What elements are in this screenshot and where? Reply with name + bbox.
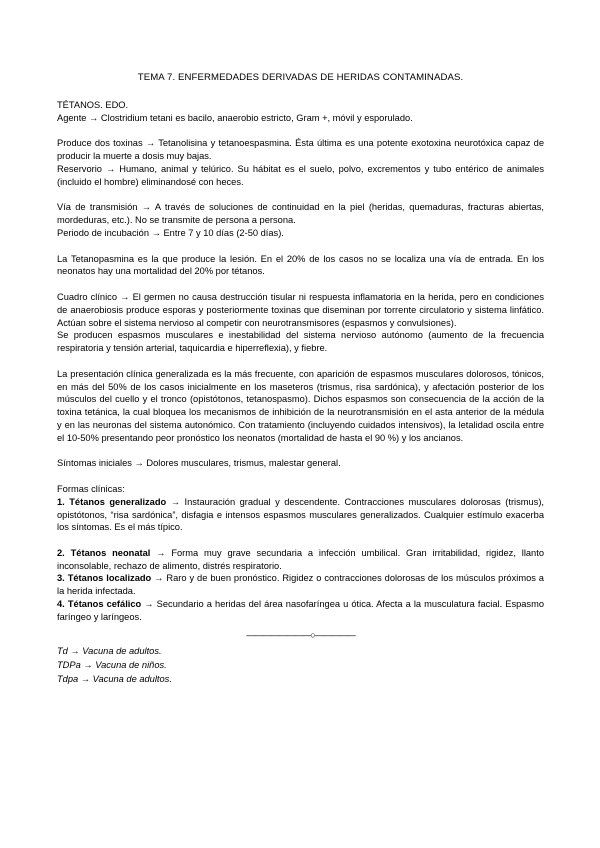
forma-item [57,598,544,624]
forma-num: 4. [57,599,65,610]
sintomas-paragraph: Síntomas iniciales → Dolores musculares, trismus, malestar general. [57,458,341,469]
vacuna-item: TDPa → Vacuna de niños. [57,659,167,670]
presentacion-paragraph: La presentación clínica generalizada es la más frecuente, con aparición de espasmos musculares dolorosos, tónicos, en más del 50% de los casos inicialmente en los maseteros (trismus, risa sardónica), y afectación posterior de los músculos del cuello y el tronco (opistótonos, tetanospasmo). Dichos espasmos son consecuencia de la acción de la toxina tetánica, la cual bloquea los mecanismos de inhibición de la neurotransmisión en el asta anterior de la médula y en las neuronas del sistema autonómico. Con tratamiento (incluyendo cuidados intensivos), la letalidad oscila entre el 10-50% presentando peor pronóstico los neonatos (mortalidad de hasta el 90 %) y los ancianos. [57,368,544,443]
forma-text: → Secundario a heridas del área nasofaríngea u ótica. Afecta a la musculatura facial. Espasmo faríngeo y laríngeos. [57,599,544,622]
forma-item [57,572,544,598]
forma-name: Tétanos localizado [67,573,152,584]
section-heading: TÉTANOS. EDO. [57,100,129,110]
document-page [57,72,544,686]
forma-name: Tétanos generalizado [69,496,167,507]
forma-text: → Raro y de buen pronóstico. Rigidez o contracciones dolorosas de los músculos próximos a la herida infectada. [57,573,544,597]
vacuna-item: Tdpa → Vacuna de adultos. [57,673,172,684]
forma-item [57,496,544,534]
forma-name: Tétanos cefálico [67,599,142,610]
tetanopasmina-paragraph: La Tetanopasmina es la que produce la lesión. En el 20% de los casos no se localiza una vía de entrada. En los neonatos hay una mortalidad del 20% por tétanos. [57,253,544,277]
forma-text: → Instauración gradual y descendente. Contracciones musculares dolorosas (trismus), opistótonos, “risa sardónica”, disfagia e intensos espasmos musculares generalizados. Cualquier estímulo exacerba los síntomas. Es el más típico. [57,496,544,533]
reservorio-paragraph: Reservorio → Humano, animal y telúrico. Su hábitat es el suelo, polvo, excrementos y tubo entérico de animales (incluido el hombre) eliminandosé con heces. [57,163,544,187]
via-transmision-paragraph: Vía de transmisión → A través de soluciones de continuidad en la piel (heridas, quemaduras, fracturas abiertas, mordeduras, etc.). No se transmite de persona a persona. [57,202,544,226]
forma-name: Tétanos neonatal [70,547,151,558]
agente-paragraph: Agente → Clostridium tetani es bacilo, anaerobio estricto, Gram +, móvil y esporulado. [57,112,413,123]
vacuna-item: Td → Vacuna de adultos. [57,645,162,656]
forma-num: 1. [57,496,65,507]
forma-num: 2. [57,547,65,558]
separator-line: ————————○————— [246,629,355,640]
espasmos-paragraph: Se producen espasmos musculares e inestabilidad del sistema nervioso autónomo (aumento de la frecuencia respiratoria y tensión arterial, taquicardia e hiperreflexia), y fiebre. [57,330,544,354]
cuadro-clinico-paragraph: Cuadro clínico → El germen no causa destrucción tisular ni respuesta inflamatoria en la herida, pero en condiciones de anaerobiosis produce esporas y posteriormente toxinas que diseminan por torrente circulatorio y sistema linfático. Actúan sobre el sistema nervioso al competir con neurotransmisores (espasmos y convulsiones). [57,291,544,328]
formas-label: Formas clínicas: [57,483,125,494]
forma-text: → Forma muy grave secundaria a infección umbilical. Gran irritabilidad, rigidez, llanto inconsolable, rechazo de alimento, distrés respiratorio. [57,547,544,571]
toxinas-paragraph: Produce dos toxinas → Tetanolisina y tetanoespasmina. Ésta última es una potente exotoxina neurotóxica capaz de producir la muerte a dosis muy bajas. [57,138,544,162]
forma-num: 3. [57,573,65,584]
page-title: TEMA 7. ENFERMEDADES DERIVADAS DE HERIDAS CONTAMINADAS. [137,72,464,83]
forma-item [57,547,544,573]
incubacion-paragraph: Periodo de incubación → Entre 7 y 10 días (2-50 días). [57,227,284,238]
